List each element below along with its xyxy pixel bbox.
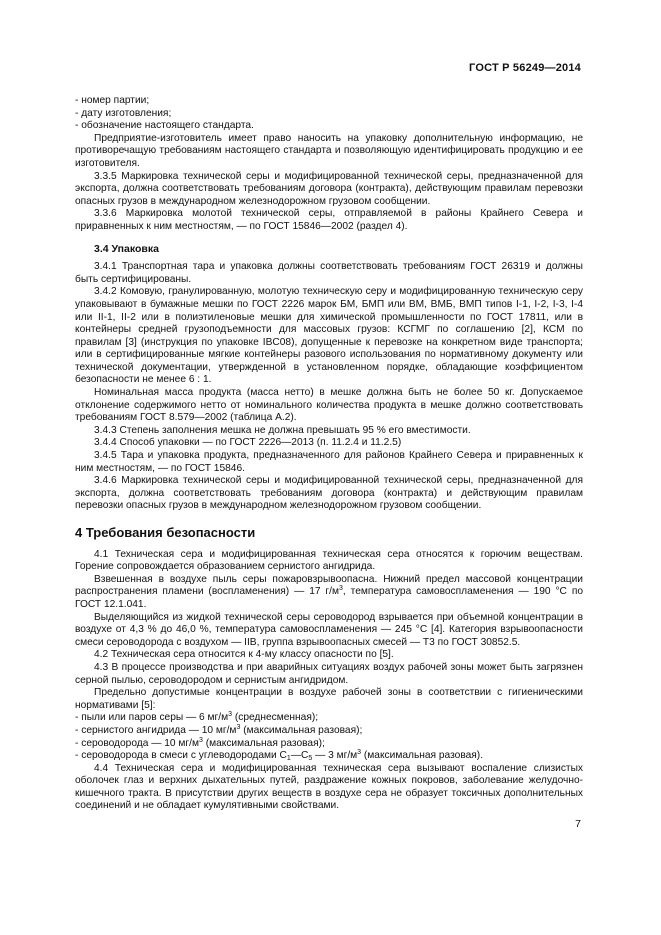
pdk-text: - сероводорода в смеси с углеводородами С [75,750,287,762]
list-item: - обозначение настоящего стандарта. [75,120,254,132]
pdk-text: (среднесменная); [232,712,319,724]
paragraph-3-4-6: 3.4.6 Маркировка технической серы и модифицированной технической серы, предназначенной для экспорта, должна соответствовать требованиям договора (контракта) и действующим правилам перевозки опасных грузов в международном железнодорожном грузовом сообщении. [75,475,583,512]
paragraph-4-3: 4.3 В процессе производства и при аварийных ситуациях воздух рабочей зоны может быть загрязнен серной пылью, сероводородом и сернистым ангидридом. [75,661,583,686]
pdk-text: - сероводорода — 10 мг/м [75,737,199,749]
subscript: 5 [308,755,313,763]
pdk-text: — 3 мг/м [312,750,358,762]
pdk-text: - пыли или паров серы — 6 мг/м [75,712,229,724]
pdk-text: - сернистого ангидрида — 10 мг/м [75,724,237,736]
section-3-4-title: 3.4 Упаковка [94,242,159,255]
dust-text-a: Взвешенная в воздухе пыль серы пожаровзрывоопасна. Нижний предел массовой концентрации распространения пламени (воспламенения) — 17 г/м [75,573,583,598]
paragraph-hydrogen-sulfide: Выделяющийся из жидкой технической серы сероводород взрывается при объемной концентрации в воздухе от 4,3 % до 46,0 %, температура самовоспламенения — 245 °С [4]. Категория взрывоопасности смеси сероводорода с воздухом — IIВ, группа взрывоопасных смесей — Т3 по ГОСТ 30852.5. [75,611,583,648]
paragraph-4-1: 4.1 Техническая сера и модифицированная техническая сера относятся к горючим веществам. Горение сопровождается образованием сернистого ангидрида. [75,548,583,573]
list-item: - номер партии; [75,95,150,106]
paragraph-4-2: 4.2 Техническая сера относится к 4-му классу опасности по [5]. [94,649,394,661]
superscript: 3 [198,736,203,744]
page-number: 7 [575,818,581,830]
paragraph-3-4-2: 3.4.2 Комовую, гранулированную, молотую техническую серу и модифицированную техническую серу упаковывают в бумажные мешки по ГОСТ 2226 марок БМ, БМП или ВМ, ВМБ, ВМП типов I-1, I-2, I-3, I-4 или II-1, II-2 или в полиэтиленовые мешки для химической промышленности по ГОСТ 17811, или в контейнеры средней грузоподъемности для массовых грузов: КСГМГ по соглашению [2], КСМ по правилам [3] (инструкция по упаковке IBC08), допущенные к перевозке на конкретном виде транспорта; или в сертифицированные мягкие контейнеры разового использования по нормативному документу или технической документации, утвержденной в установленном порядке, обладающие коэффициентом безопасности не менее 6 : 1. [75,286,583,386]
paragraph-3-4-4: 3.4.4 Способ упаковки — по ГОСТ 2226—2013 (п. 11.2.4 и 11.2.5) [94,437,402,449]
superscript: 3 [357,749,362,757]
pdk-text: (максимальная разовая); [202,737,325,749]
paragraph-nominal-mass: Номинальная масса продукта (масса нетто) в мешке должна быть не более 50 кг. Допускаемое отклонение содержимого нетто от номинального количества продукта в мешке должно соответствовать требованиям ГОСТ 8.579—2002 (таблица А.2). [75,387,583,424]
pdk-text: (максимальная разовая). [361,750,484,762]
superscript: 3 [228,711,232,719]
superscript: 3 [339,585,343,593]
paragraph-3-3-5: 3.3.5 Маркировка технической серы и модифицированной технической серы, предназначенной для экспорта, должна соответствовать требованиям договора (контракта), действующим правилам перевозки опасных грузов в международном железнодорожном грузовом сообщении. [75,170,583,207]
paragraph-3-4-5: 3.4.5 Тара и упаковка продукта, предназначенного для районов Крайнего Севера и приравненных к ним местностям, — по ГОСТ 15846. [75,450,583,474]
pdk-item [75,712,583,725]
section-4-title: 4 Требования безопасности [75,525,256,540]
document-code-header: ГОСТ Р 56249—2014 [469,62,581,74]
list-item: - дату изготовления; [75,107,172,119]
pdk-item [75,738,583,751]
pdk-text: —С [290,750,309,762]
paragraph-4-4: 4.4 Техническая сера и модифицированная техническая сера вызывают воспаление слизистых оболочек глаз и верхних дыхательных путей, раздражение кожных покровов, заболевание желудочно-кишечного тракта. В присутствии других веществ в воздухе сера не образует токсичных дополнительных соединений и не обладает кумулятивными свойствами. [75,762,583,812]
dust-text-b: , температура самовоспламенения — 190 °С по ГОСТ 12.1.041. [75,586,584,610]
paragraph-3-4-1: 3.4.1 Транспортная тара и упаковка должны соответствовать требованиям ГОСТ 26319 и должны быть сертифицированы. [75,261,583,285]
superscript: 3 [236,723,241,731]
pdk-item [75,750,583,763]
paragraph-3-3-6: 3.3.6 Маркировка молотой технической серы, отправляемой в районы Крайнего Севера и приравненных к ним местностям, — по ГОСТ 15846—2002 (раздел 4). [75,208,583,232]
subscript: 1 [286,755,291,763]
paragraph-manufacturer: Предприятие-изготовитель имеет право наносить на упаковку дополнительную информацию, не противоречащую требованиям настоящего стандарта и позволяющую идентифицировать продукцию и ее изготовителя. [75,132,583,169]
paragraph-pdk: Предельно допустимые концентрации в воздухе рабочей зоны в соответствии с гигиеническими нормативами [5]: [75,687,583,711]
pdk-text: (максимальная разовая); [240,724,363,736]
pdk-item [75,725,583,738]
page-content [75,95,583,813]
paragraph-dust [75,574,583,612]
paragraph-3-4-3: 3.4.3 Степень заполнения мешка не должна превышать 95 % его вместимости. [94,424,471,436]
